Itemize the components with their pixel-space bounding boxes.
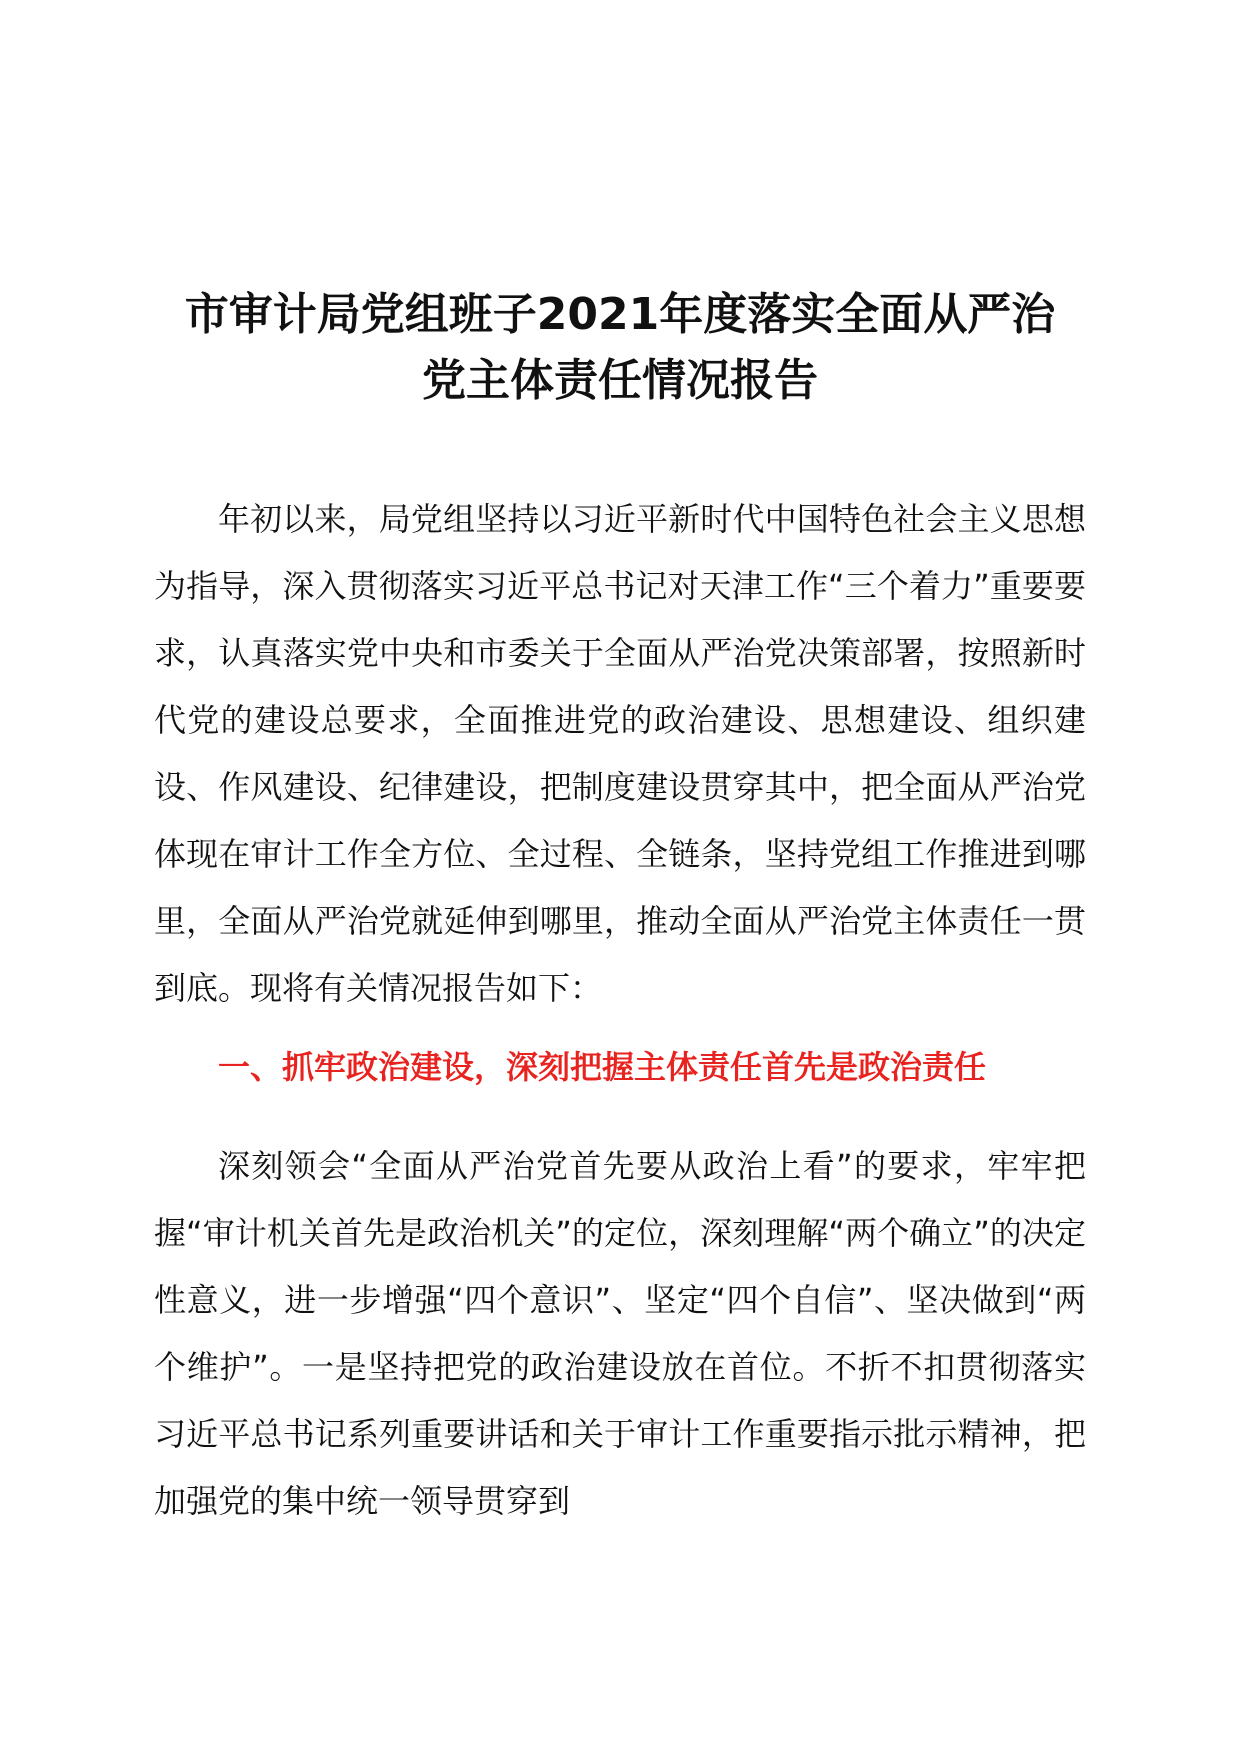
intro-paragraph: 年初以来，局党组坚持以习近平新时代中国特色社会主义思想为指导，深入贯彻落实习近平总书记对天津工作“三个着力”重要要求，认真落实党中央和市委关于全面从严治党决策部署，按照新时代党的建设总要求，全面推进党的政治建设、思想建设、组织建设、作风建设、纪律建设，把制度建设贯穿其中，把全面从严治党体现在审计工作全方位、全过程、全链条，坚持党组工作推进到哪里，全面从严治党就延伸到哪里，推动全面从严治党主体责任一贯到底。现将有关情况报告如下： [154, 500, 1086, 1007]
document-title [140, 282, 1100, 414]
section-heading-1: 一、抓牢政治建设，深刻把握主体责任首先是政治责任 [218, 1048, 987, 1086]
section-1-paragraph: 深刻领会“全面从严治党首先要从政治上看”的要求，牢牢把握“审计机关首先是政治机关”的定位，深刻理解“两个确立”的决定性意义，进一步增强“四个意识”、坚定“四个自信”、坚决做到“两个维护”。一是坚持把党的政治建设放在首位。不折不扣贯彻落实习近平总书记系列重要讲话和关于审计工作重要指示批示精神，把加强党的集中统一领导贯穿到 [154, 1147, 1086, 1520]
title-line-2: 党主体责任情况报告 [422, 355, 818, 406]
title-line-1: 市审计局党组班子2021年度落实全面从严治 [184, 289, 1056, 340]
